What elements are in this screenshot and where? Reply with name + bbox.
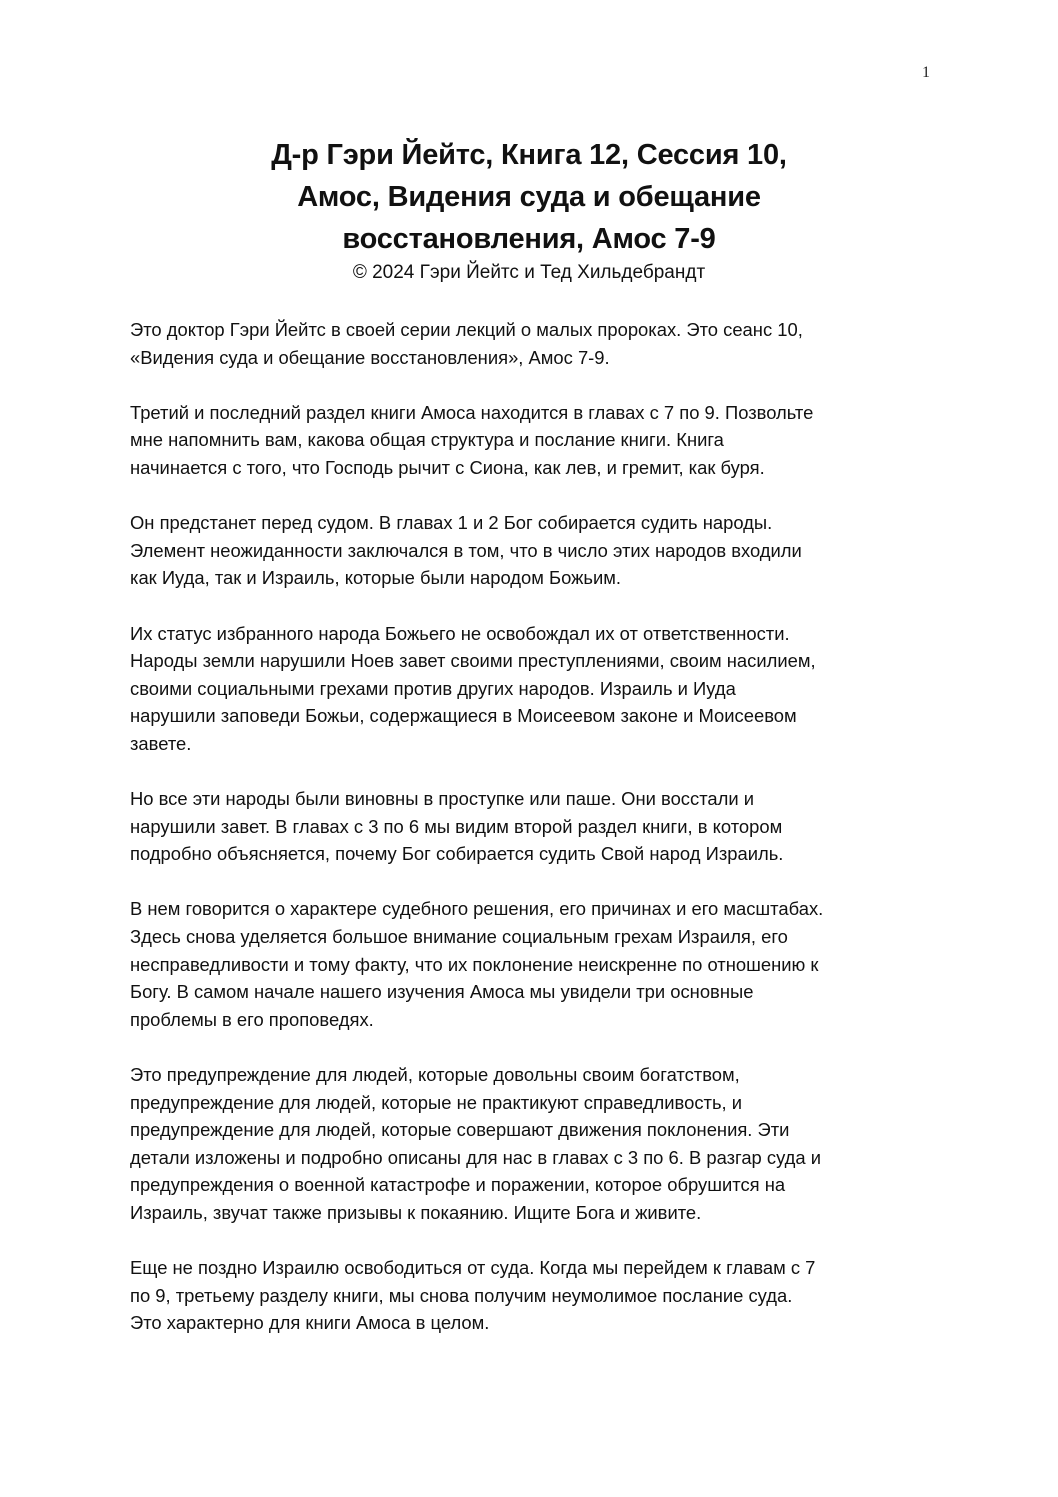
text-line: нарушили заповеди Божьи, содержащиеся в Моисеевом законе и Моисеевом: [130, 705, 797, 727]
text-line: Третий и последний раздел книги Амоса находится в главах с 7 по 9. Позвольте: [130, 401, 814, 423]
text-line: завете.: [130, 732, 192, 754]
text-line: Здесь снова уделяется большое внимание социальным грехам Израиля, его: [130, 926, 788, 948]
text-line: Израиль, звучат также призывы к покаянию. Ищите Бога и живите.: [130, 1202, 702, 1223]
copyright-notice: © 2024 Гэри Йейтс и Тед Хильдебрандт: [352, 262, 706, 283]
text-line: нарушили завет. В главах с 3 по 6 мы видим второй раздел книги, в котором: [130, 815, 783, 837]
page-number: 1: [922, 64, 930, 81]
text-line: Это характерно для книги Амоса в целом.: [130, 1312, 490, 1334]
text-line: Элемент неожиданности заключался в том, что в число этих народов входили: [130, 539, 802, 561]
paragraph-4: [130, 620, 930, 758]
paragraph-8: [130, 1254, 930, 1337]
paragraph-5: [130, 785, 930, 868]
text-line: Это предупреждение для людей, которые довольны своим богатством,: [130, 1064, 740, 1086]
document-title-line-1: Д-р Гэри Йейтс, Книга 12, Сессия 10,: [271, 139, 787, 171]
document-title-line-3: восстановления, Амос 7-9: [342, 223, 716, 255]
text-line: Их статус избранного народа Божьего не освобождал их от ответственности.: [130, 622, 790, 644]
text-line: предупреждение для людей, которые совершают движения поклонения. Эти: [130, 1119, 790, 1141]
document-body: [130, 316, 930, 1365]
document-title-line-2: Амос, Видения суда и обещание: [297, 181, 761, 213]
document-title-block: [130, 134, 928, 286]
paragraph-1: [130, 316, 930, 371]
text-line: Народы земли нарушили Ноев завет своими преступлениями, своим насилием,: [130, 650, 816, 672]
text-line: Он предстанет перед судом. В главах 1 и 2 Бог собирается судить народы.: [130, 512, 773, 534]
text-line: «Видения суда и обещание восстановления», Амос 7-9.: [130, 346, 610, 368]
text-line: по 9, третьему разделу книги, мы снова получим неумолимое послание суда.: [130, 1284, 793, 1306]
text-line: предупреждение для людей, которые не практикуют справедливость, и: [130, 1091, 743, 1113]
paragraph-6: [130, 895, 930, 1033]
text-line: детали изложены и подробно описаны для нас в главах с 3 по 6. В разгар суда и: [130, 1146, 822, 1168]
text-line: начинается с того, что Господь рычит с Сиона, как лев, и гремит, как буря.: [130, 456, 765, 478]
text-line: Но все эти народы были виновны в проступке или паше. Они восстали и: [130, 788, 755, 810]
text-line: несправедливости и тому факту, что их поклонение неискренне по отношению к: [130, 953, 819, 975]
text-line: В нем говорится о характере судебного решения, его причинах и его масштабах.: [130, 898, 824, 920]
text-line: Еще не поздно Израилю освободиться от суда. Когда мы перейдем к главам с 7: [130, 1257, 816, 1279]
paragraph-3: [130, 509, 930, 592]
text-line: подробно объясняется, почему Бог собирается судить Свой народ Израиль.: [130, 843, 784, 865]
text-line: предупреждения о военной катастрофе и поражении, которое обрушится на: [130, 1174, 786, 1196]
text-line: Богу. В самом начале нашего изучения Амоса мы увидели три основные: [130, 981, 754, 1003]
paragraph-7: [130, 1061, 930, 1227]
text-line: Это доктор Гэри Йейтс в своей серии лекций о малых пророках. Это сеанс 10,: [130, 319, 803, 340]
paragraph-2: [130, 399, 930, 482]
text-line: мне напомнить вам, какова общая структура и послание книги. Книга: [130, 429, 724, 451]
text-line: как Иуда, так и Израиль, которые были народом Божьим.: [130, 567, 622, 589]
text-line: проблемы в его проповедях.: [130, 1008, 374, 1030]
text-line: своими социальными грехами против других народов. Израиль и Иуда: [130, 677, 736, 699]
